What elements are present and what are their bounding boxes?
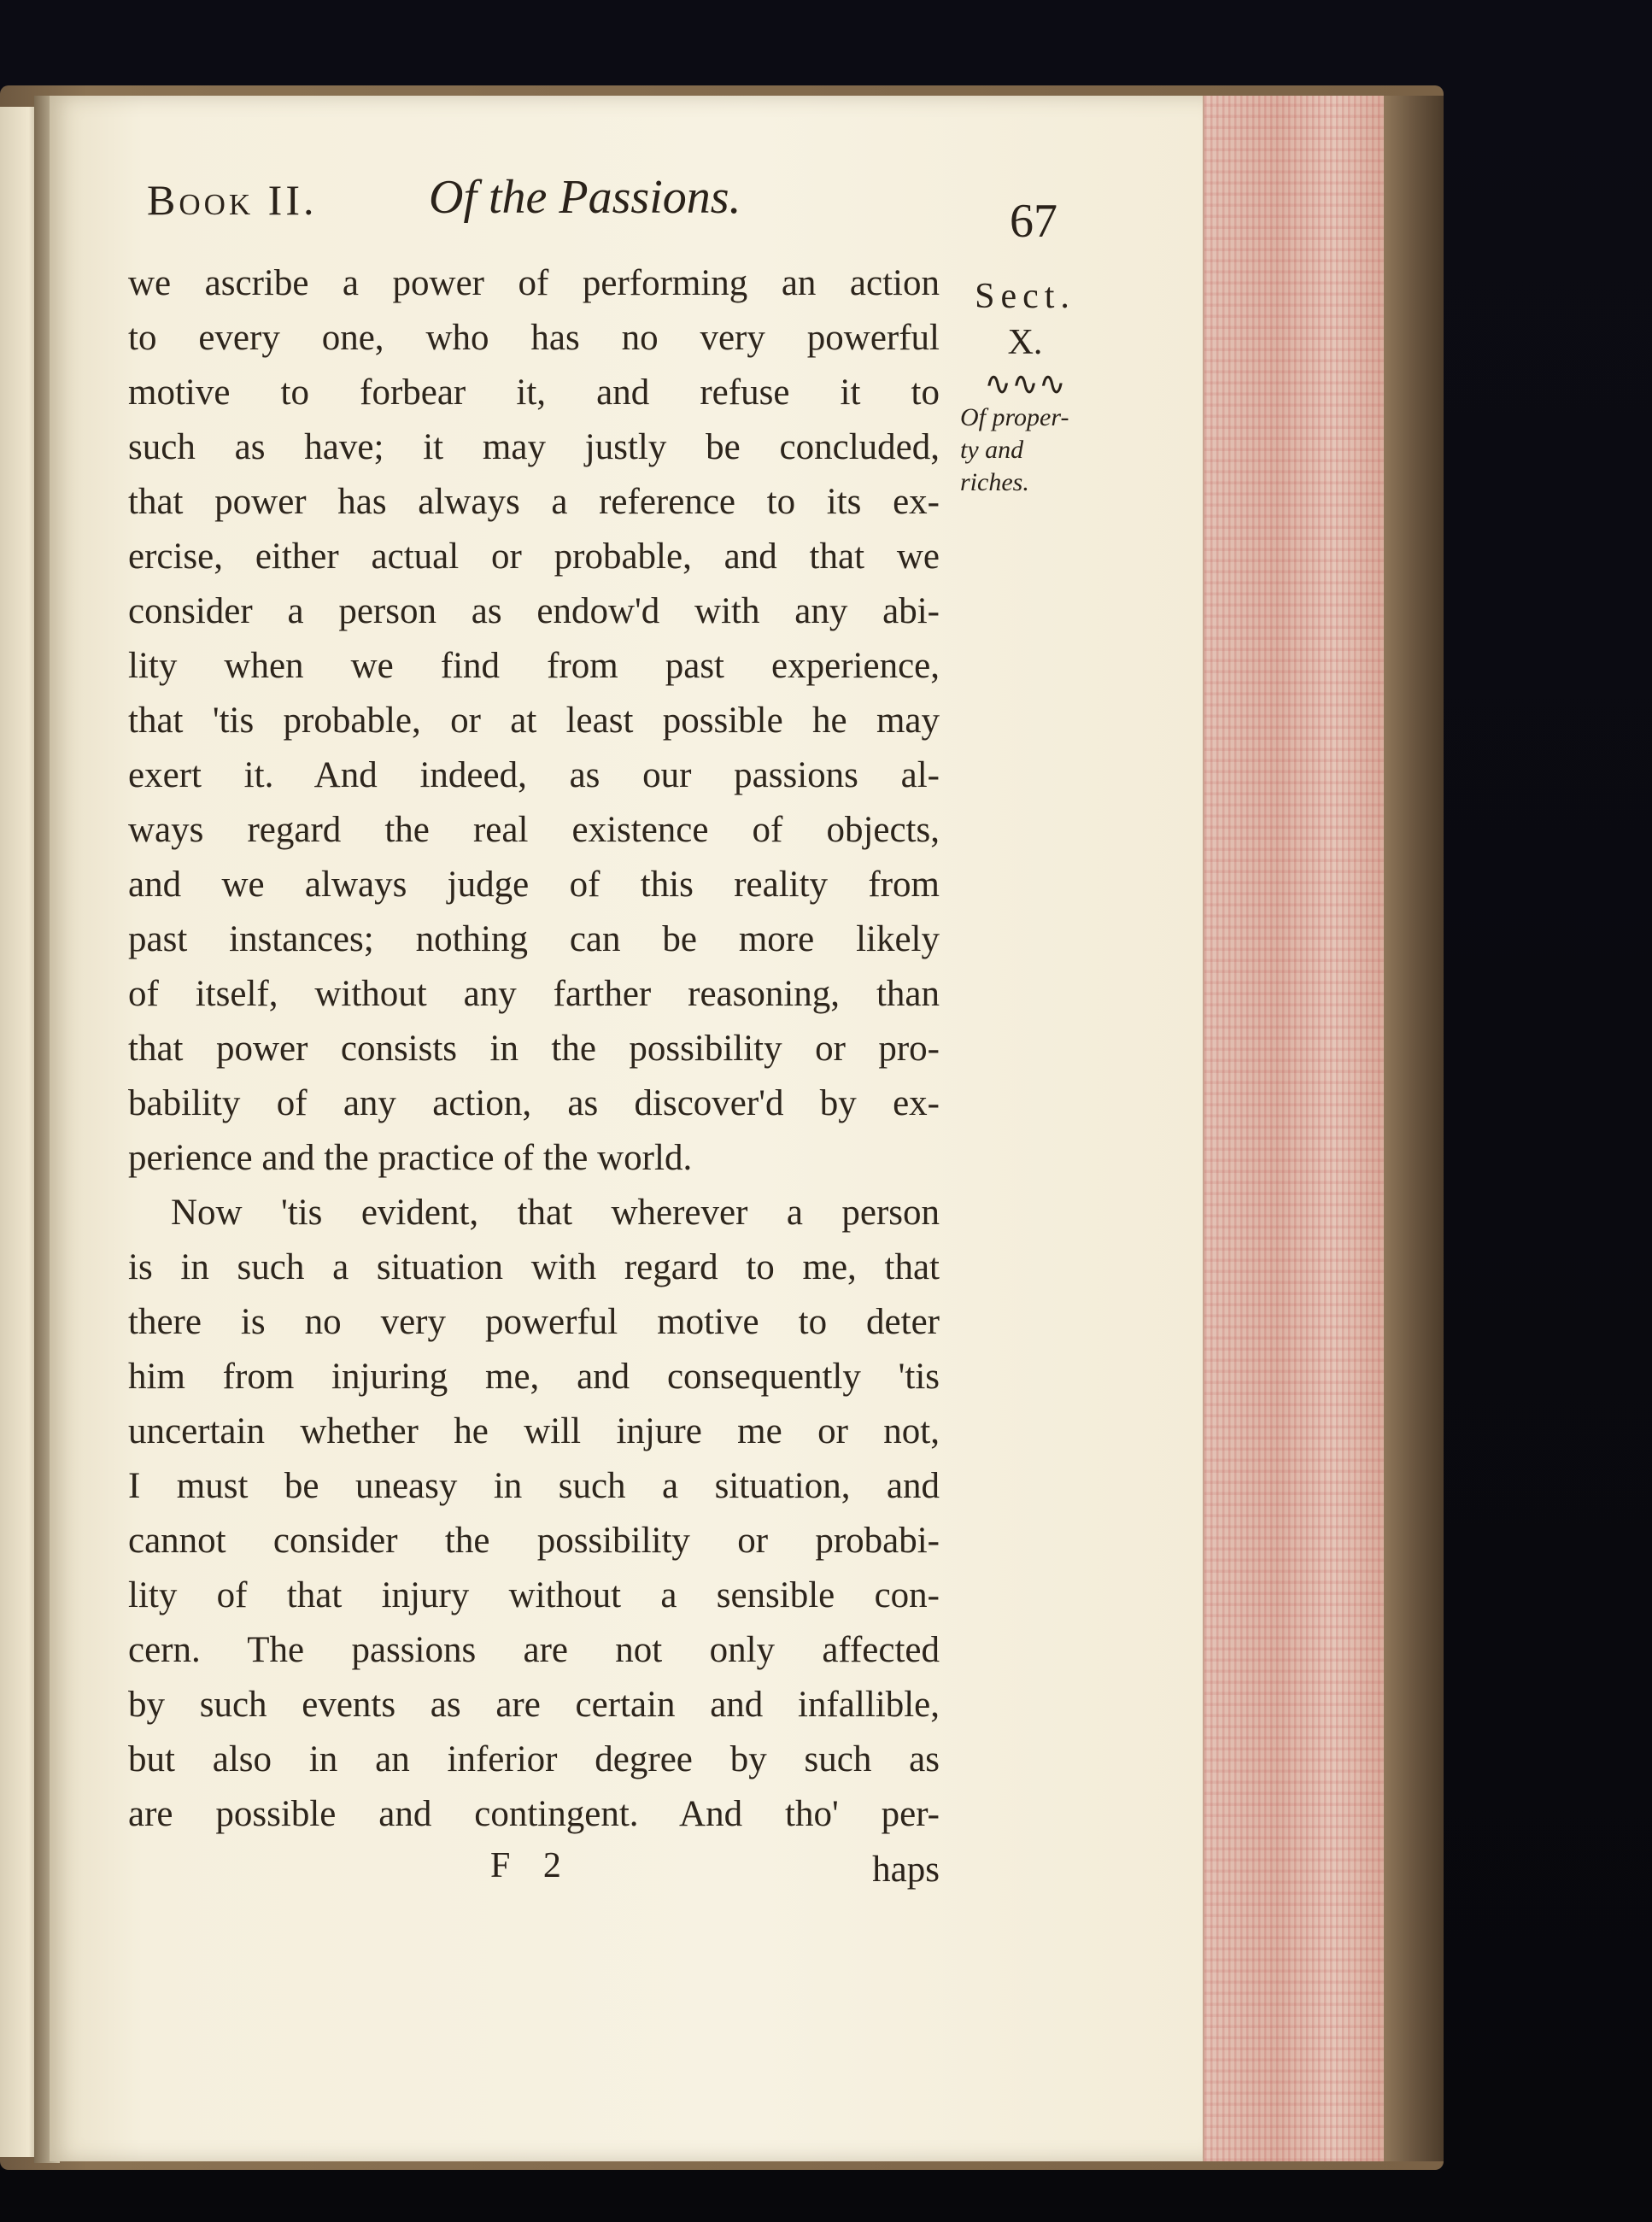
margin-note-line: Of proper- xyxy=(960,403,1069,431)
text-line: bability of any action, as discover'd by ex- xyxy=(128,1083,940,1123)
text-line: perience and the practice of the world. xyxy=(128,1138,693,1178)
text-line: ways regard the real existence of objects, xyxy=(128,810,940,850)
text-line: motive to forbear it, and refuse it to xyxy=(128,372,940,413)
text-line: exert it. And indeed, as our passions al- xyxy=(128,755,940,795)
text-line: ercise, either actual or probable, and that we xyxy=(128,536,940,577)
sprinkled-fore-edge xyxy=(1203,96,1391,2161)
text-line: there is no very powerful motive to deter xyxy=(128,1302,940,1342)
text-line: of itself, without any farther reasoning, than xyxy=(128,974,940,1014)
running-head-title: Of the Passions. xyxy=(429,171,741,224)
margin-note-line: ty and xyxy=(960,436,1024,464)
text-line: to every one, who has no very powerful xyxy=(128,318,940,358)
section-number: X. xyxy=(1007,323,1043,362)
text-line: cern. The passions are not only affected xyxy=(128,1630,940,1670)
ornament-icon: ∿∿∿ xyxy=(984,366,1066,402)
text-line: uncertain whether he will injure me or not, xyxy=(128,1411,940,1451)
catchword: haps xyxy=(872,1850,940,1890)
body-text xyxy=(128,256,965,1842)
text-line: consider a person as endow'd with any abi- xyxy=(128,591,940,631)
text-line: lity of that injury without a sensible con- xyxy=(128,1575,940,1615)
text-line: and we always judge of this reality from xyxy=(128,865,940,905)
text-line: that power has always a reference to its ex- xyxy=(128,482,940,522)
text-line: by such events as are certain and infallible, xyxy=(128,1685,940,1725)
signature-mark: F 2 xyxy=(490,1846,573,1885)
text-line: that power consists in the possibility or pro- xyxy=(128,1029,940,1069)
text-line: but also in an inferior degree by such as xyxy=(128,1739,940,1779)
page-number: 67 xyxy=(1010,195,1057,248)
running-header xyxy=(147,171,1095,248)
section-label: Sect. xyxy=(975,277,1075,316)
text-line: we ascribe a power of performing an action xyxy=(128,263,940,303)
margin-note-line: riches. xyxy=(960,468,1029,496)
binding-edge xyxy=(1384,96,1444,2161)
margin-note xyxy=(957,272,1093,499)
paragraph-start-line: Now 'tis evident, that wherever a person xyxy=(171,1193,940,1233)
text-line: that 'tis probable, or at least possible he may xyxy=(128,701,940,741)
text-line: lity when we find from past experience, xyxy=(128,646,940,686)
text-line: I must be uneasy in such a situation, and xyxy=(128,1466,940,1506)
text-line: such as have; it may justly be concluded, xyxy=(128,427,940,467)
text-line: are possible and contingent. And tho' per- xyxy=(128,1794,940,1834)
running-head-book: Book II. xyxy=(147,176,318,224)
text-line: cannot consider the possibility or probabi- xyxy=(128,1521,940,1561)
page-footer xyxy=(128,1845,940,1905)
text-line: him from injuring me, and consequently 'tis xyxy=(128,1357,940,1397)
text-line: past instances; nothing can be more likely xyxy=(128,919,940,959)
text-line: is in such a situation with regard to me, that xyxy=(128,1247,940,1287)
